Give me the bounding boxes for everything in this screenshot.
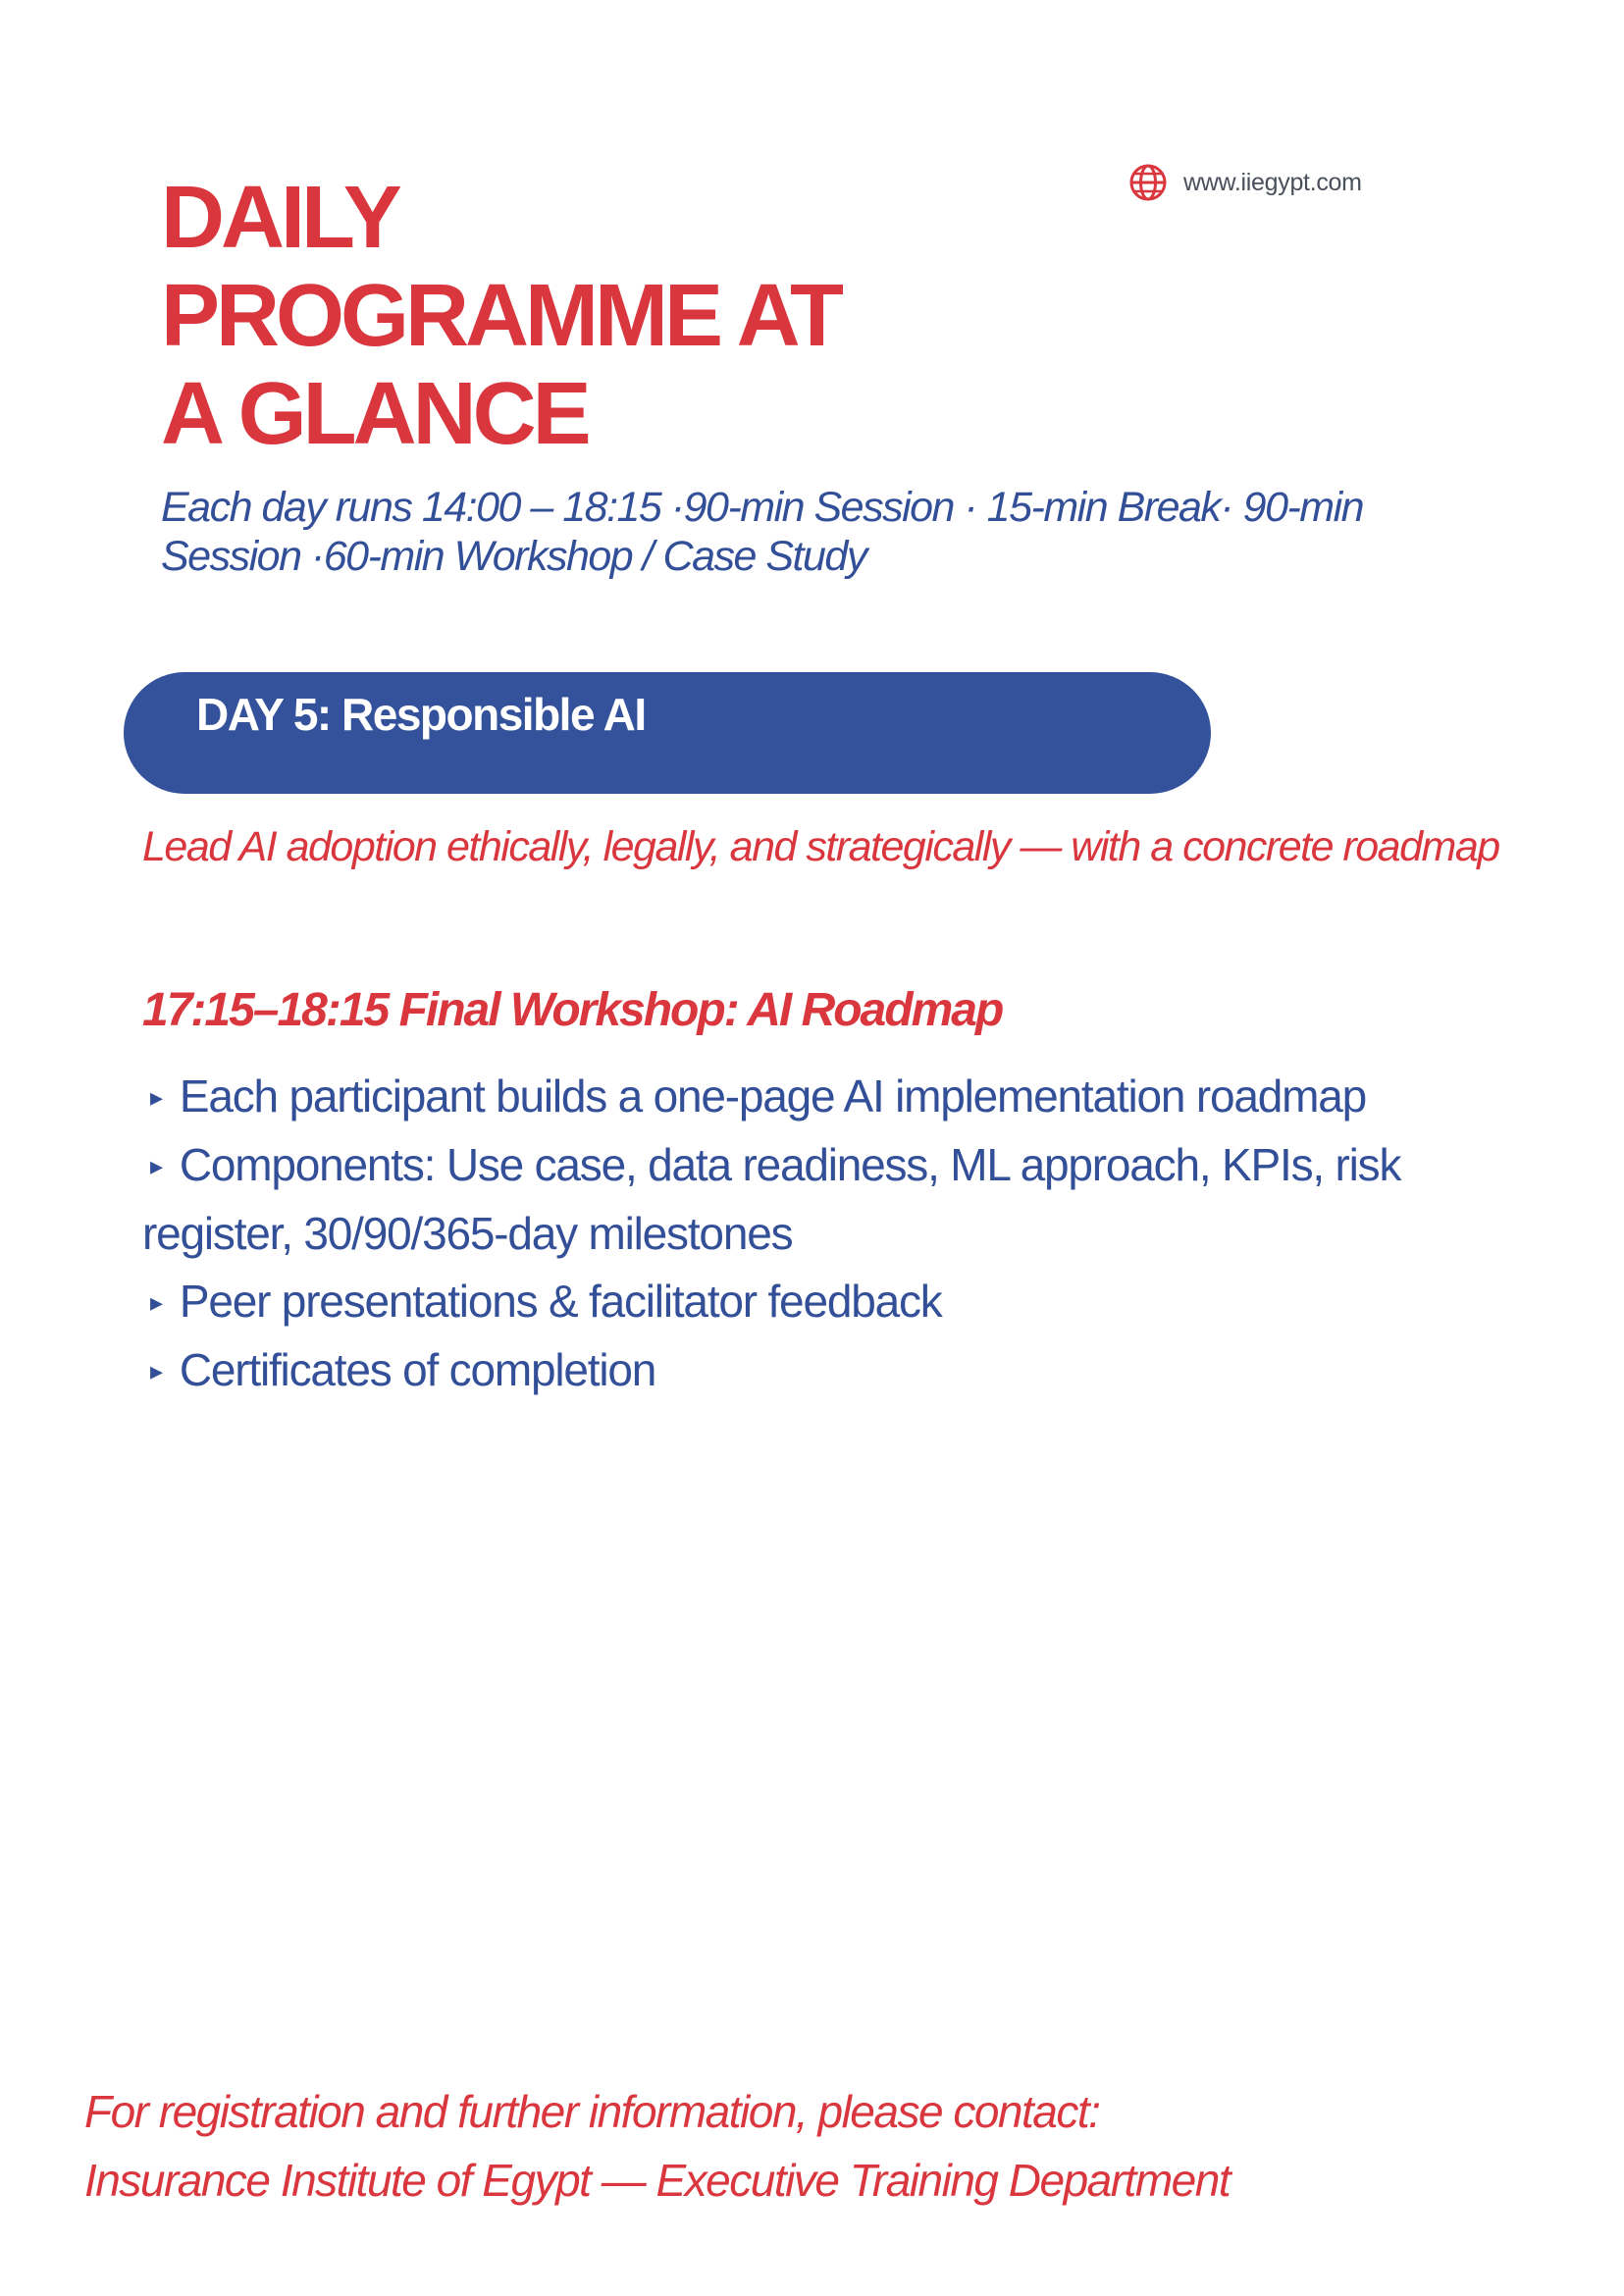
session-bullet-list <box>142 1063 1516 1405</box>
website-link[interactable] <box>1128 163 1362 202</box>
bullet-arrow-icon: ▸ <box>150 1082 162 1112</box>
page-title <box>161 169 1142 463</box>
bullet-arrow-icon: ▸ <box>150 1151 162 1180</box>
list-item-text: Components: Use case, data readiness, ML approach, KPIs, risk register, 30/90/365-day milestones <box>142 1139 1401 1259</box>
page-title-line-3: A GLANCE <box>161 365 588 463</box>
day-banner <box>124 672 1211 794</box>
list-item <box>142 1063 1516 1131</box>
list-item <box>142 1131 1516 1268</box>
page-title-line-1: DAILY <box>161 169 398 267</box>
contact-block <box>84 2077 1556 2215</box>
list-item-text: Each participant builds a one-page AI implementation roadmap <box>179 1070 1366 1122</box>
contact-line-2: Insurance Institute of Egypt — Executive Training Department <box>84 2155 1231 2206</box>
bullet-arrow-icon: ▸ <box>150 1287 162 1317</box>
session-heading: 17:15–18:15 Final Workshop: AI Roadmap <box>142 984 1003 1036</box>
contact-line-1: For registration and further information, please contact: <box>84 2086 1100 2137</box>
page-title-line-2: PROGRAMME AT <box>161 267 840 365</box>
list-item-text: Peer presentations & facilitator feedback <box>179 1276 942 1327</box>
list-item <box>142 1268 1516 1336</box>
schedule-note: Each day runs 14:00 – 18:15 ·90-min Session · 15-min Break· 90-min Session ·60-min Workshop / Case Study <box>161 484 1364 580</box>
day-tagline: Lead AI adoption ethically, legally, and strategically — with a concrete roadmap <box>142 823 1499 870</box>
website-url[interactable]: www.iiegypt.com <box>1183 168 1362 196</box>
day-banner-label: DAY 5: Responsible AI <box>196 689 646 740</box>
bullet-arrow-icon: ▸ <box>150 1356 162 1385</box>
list-item <box>142 1336 1516 1405</box>
list-item-text: Certificates of completion <box>179 1344 656 1395</box>
